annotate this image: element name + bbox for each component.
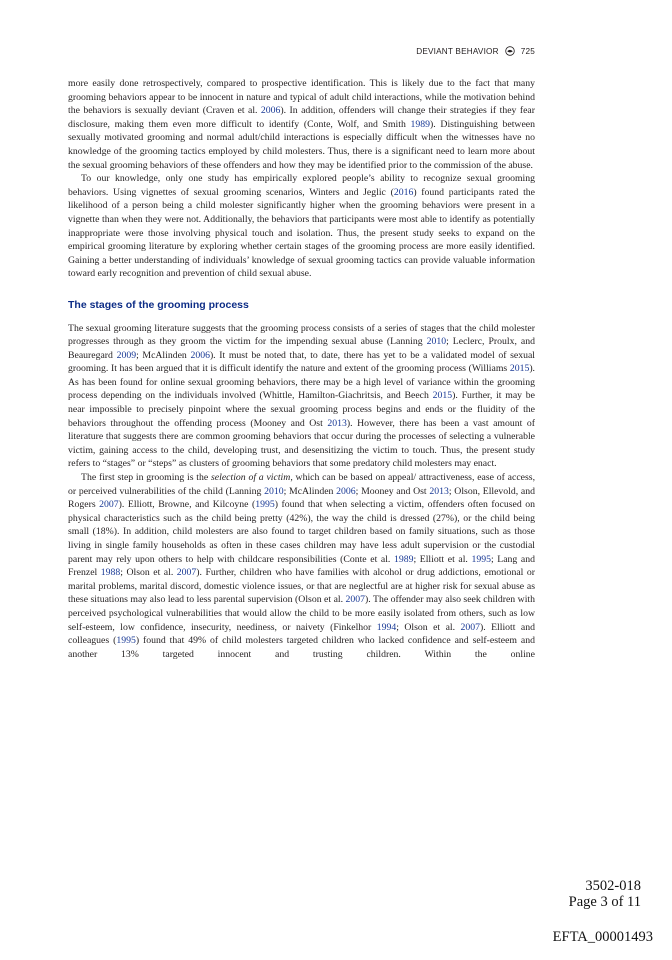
citation-year[interactable]: 1988 [100,567,121,579]
citation-year[interactable]: 2006 [260,105,281,117]
citation-year[interactable]: 2013 [429,485,449,497]
running-header [416,46,535,56]
citation-year[interactable]: 2007 [345,594,366,606]
paragraph-3 [68,322,535,472]
citation-year[interactable]: 2015 [509,363,530,375]
text-run: The sexual grooming literature suggests that the grooming process consists of a series of stages that the child molester progresses through as they groom the victim for the impending sexual abuse (Lanning [68,322,535,348]
text-run: ). The offender may also seek children with perceived psychological vulnerabilities that would allow the child to be more easily isolated from others, such as low self-esteem, low confidence, insecurity, neediness, or naivety (Finkelhor [68,594,535,633]
text-run: ). Elliott, Browne, and Kilcoyne ( [118,499,256,511]
text-run: ). As has been found for online sexual grooming behaviors, there may be a high level of variance within the grooming process depending on the individuals involved (Whittle, Hamilton-Giachritsis, and Beech [68,363,535,402]
document-footer [569,878,641,910]
journal-logo-icon [505,46,515,56]
citation-year[interactable]: 2006 [336,485,356,497]
text-run: more easily done retrospectively, compared to prospective identification. This is likely due to the fact that many grooming behaviors appear to be innocent in nature and typical of adult child interactions, while the motivation behind the behaviors is sexually deviant (Craven et al. [68,78,535,117]
text-run: ). Further, children who have families with alcohol or drug addictions, emotional or marital problems, marital discord, domestic violence issues, or that are neglectful are at higher risk for sexual abuse as these situations may also lead to less parental supervision (Olson et al. [68,567,535,606]
article-body [68,77,535,661]
text-run: The first step in grooming is the [81,472,211,484]
page-of: Page 3 of 11 [568,894,641,910]
citation-year[interactable]: 2015 [432,390,453,402]
citation-year[interactable]: 1995 [471,553,491,565]
citation-year[interactable]: 1989 [393,553,414,565]
text-run: ). It must be noted that, to date, there has yet to be a validated model of sexual grooming. It has been argued that it is difficult identify the nature and extent of the grooming process (Williams [68,349,535,375]
text-run: ). Elliott and colleagues ( [68,621,535,647]
page-number: 725 [520,46,535,56]
citation-year[interactable]: 1995 [116,635,136,647]
efta-number: EFTA_00001493 [552,929,653,945]
citation-year[interactable]: 2016 [393,186,414,198]
text-run: ; Leclerc, Proulx, and Beauregard [68,336,535,361]
citation-year[interactable]: 2007 [99,499,119,511]
text-run: ; Olson et al. [396,621,461,633]
citation-year[interactable]: 2009 [116,349,137,361]
text-run: ) found participants rated the likelihood of a person being a child molester significantly higher when the grooming behaviors were present in a vignette than when they were not. Additionally, the behaviors that participants were most able to identify as potentially inappropriate were those involving physical touch and isolation. Thus, the present study seeks to expand on the empirical grooming literature by exploring whether certain stages of the grooming process are more easily identified. Gaining a better understanding of individuals’ knowledge of sexual grooming tactics can provide valuable information toward early recognition and prevention of child sexual abuse. [68,186,535,280]
journal-name: DEVIANT BEHAVIOR [416,46,499,56]
emphasis-text: selection of a victim [211,472,291,484]
text-run: ). Distinguishing between sexually motivated grooming and normal adult/child interactions is especially difficult when the witnesses have no knowledge of the grooming tactics employed by child molesters. Thus, there is a significant need to learn more about the sexual grooming behaviors of these offenders and how they may be identified prior to the commission of the abuse. [68,118,535,171]
text-run: , which can be based on appeal/ attractiveness, ease of access, or perceived vulnerabilities of the child (Lanning [68,472,536,497]
paragraph-4 [68,471,535,661]
citation-year[interactable]: 2006 [190,349,210,361]
text-run: ; Mooney and Ost [355,485,430,497]
text-run: ). Further, it may be near impossible to precisely pinpoint where the sexual grooming process begins and ends or the fluidity of the behaviors throughout the offending process (Mooney and Ost [68,390,535,429]
citation-year[interactable]: 1995 [255,499,275,511]
citation-year[interactable]: 1989 [410,118,431,130]
text-run: ). In addition, offenders will change their strategies if they fear disclosure, making them even more difficult to identify (Conte, Wolf, and Smith [68,105,535,130]
text-run: ; Lang and Frenzel [68,553,535,579]
text-run: ; Olson et al. [120,567,177,579]
text-run: ; McAlinden [136,349,191,361]
paragraph-1 [68,77,535,172]
text-run: ) found that 49% of child molesters targeted children who lacked confidence and self-esteem and another 13% targeted innocent and trusting children. Within the online [68,635,535,660]
citation-year[interactable]: 2007 [176,567,197,579]
citation-year[interactable]: 2007 [460,621,480,633]
citation-year[interactable]: 2010 [426,336,447,348]
citation-year[interactable]: 2013 [327,417,347,429]
section-heading: The stages of the grooming process [68,298,249,311]
text-run: ; Elliott et al. [413,553,472,565]
text-run: ; Olson, Ellevold, and Rogers [68,485,536,511]
text-run: ). However, there has been a vast amount of literature that suggests there are common grooming behaviors that occur during the processes of selecting a vulnerable victim, gaining access to the child, developing trust, and desensitizing the victim to touch. Thus, the present study refers to “stages” or “steps” as clusters of grooming behaviors that some predatory child molesters may enact. [68,417,535,470]
text-run: ) found that when selecting a victim, offenders often focused on physical characteristics such as the child being pretty (42%), the way the child is dressed (27%), or the child being small (18%). In addition, child molesters are also found to target children based on family situations, such as those living in single family households as often in these cases children may have less adult supervision or the custodial parent may rely upon others to help with childcare responsibilities (Conte et al. [68,499,536,565]
citation-year[interactable]: 1994 [376,621,397,633]
doc-id: 3502-018 [585,878,641,894]
text-run: ; McAlinden [283,485,337,497]
paragraph-2 [68,172,535,281]
citation-year[interactable]: 2010 [264,485,284,497]
text-run: To our knowledge, only one study has empirically explored people’s ability to recognize sexual grooming behaviors. Using vignettes of sexual grooming scenarios, Winters and Jeglic ( [68,173,535,198]
